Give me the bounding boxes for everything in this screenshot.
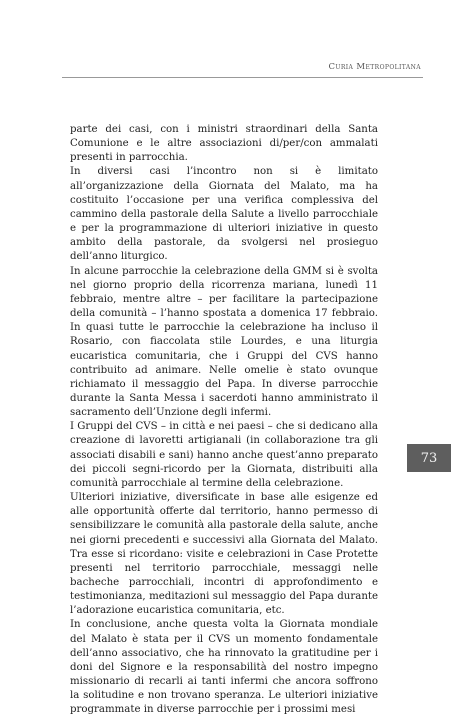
paragraph-2: In diversi casi l’incontro non si è limitato all’organizzazione della Giornata del Malato, ma ha costituito l’occasione per una verifica complessiva del cammino della pastorale della Salute a livello parrocchiale e per la programmazione di ulteriori iniziative in questo ambito della pastorale, da svolgersi nel prosieguo dell’anno liturgico. [70,166,378,263]
paragraph-1: parte dei casi, con i ministri straordinari della Santa Comunione e le altre associazioni di/per/con ammalati presenti in parrocchia. [70,124,378,164]
paragraph-3: In alcune parrocchie la celebrazione della GMM si è svolta nel giorno proprio della ricorrenza mariana, lunedì 11 febbraio, mentre altre – per facilitare la partecipazione della comunità – l’hanno spostata a domenica 17 febbraio. In quasi tutte le parrocchie la celebrazione ha incluso il Rosario, con fiaccolata stile Lourdes, e una liturgia eucaristica comunitaria, che i Gruppi del CVS hanno contribuito ad animare. Nelle omelie è stato ovunque richiamato il messaggio del Papa. In diverse parrocchie durante la Santa Messa i sacerdoti hanno amministrato il sacramento dell’Unzione degli infermi. [70,265,378,419]
header-rule [62,77,423,78]
running-header: Curia Metropolitana [328,62,421,72]
page-number-tab [407,444,451,472]
paragraph-6: In conclusione, anche questa volta la Giornata mondiale del Malato è stata per il CVS un momento fondamentale dell’anno associativo, che ha rinnovato la gratitudine per i doni del Signore e la responsabilità del nostro impegno missionario di recarli ai tanti infermi che ancora soffrono la solitudine e non trovano speranza. Le ulteriori iniziative programmate in diverse parrocchie per i prossimi mesi [70,619,378,716]
paragraph-4: I Gruppi del CVS – in città e nei paesi – che si dedicano alla creazione di lavoretti artigianali (in collaborazione tra gli associati disabili e sani) hanno anche quest’anno preparato dei piccoli segni-ricordo per la Giornata, distribuiti alla comunità parrocchiale al termine della celebrazione. [70,421,378,489]
paragraph-5: Ulteriori iniziative, diversificate in base alle esigenze ed alle opportunità offerte dal territorio, hanno permesso di sensibilizzare le comunità alla pastorale della salute, anche nei giorni precedenti e successivi alla Giornata del Malato. Tra esse si ricordano: visite e celebrazioni in Case Protette presenti nel territorio parrocchiale, messaggi nelle bacheche parrocchiali, incontri di approfondimento e testimonianza, meditazioni sul messaggio del Papa durante l’adorazione eucaristica comunitaria, etc. [70,492,378,617]
body-text [70,123,378,718]
page-number: 73 [420,450,438,466]
